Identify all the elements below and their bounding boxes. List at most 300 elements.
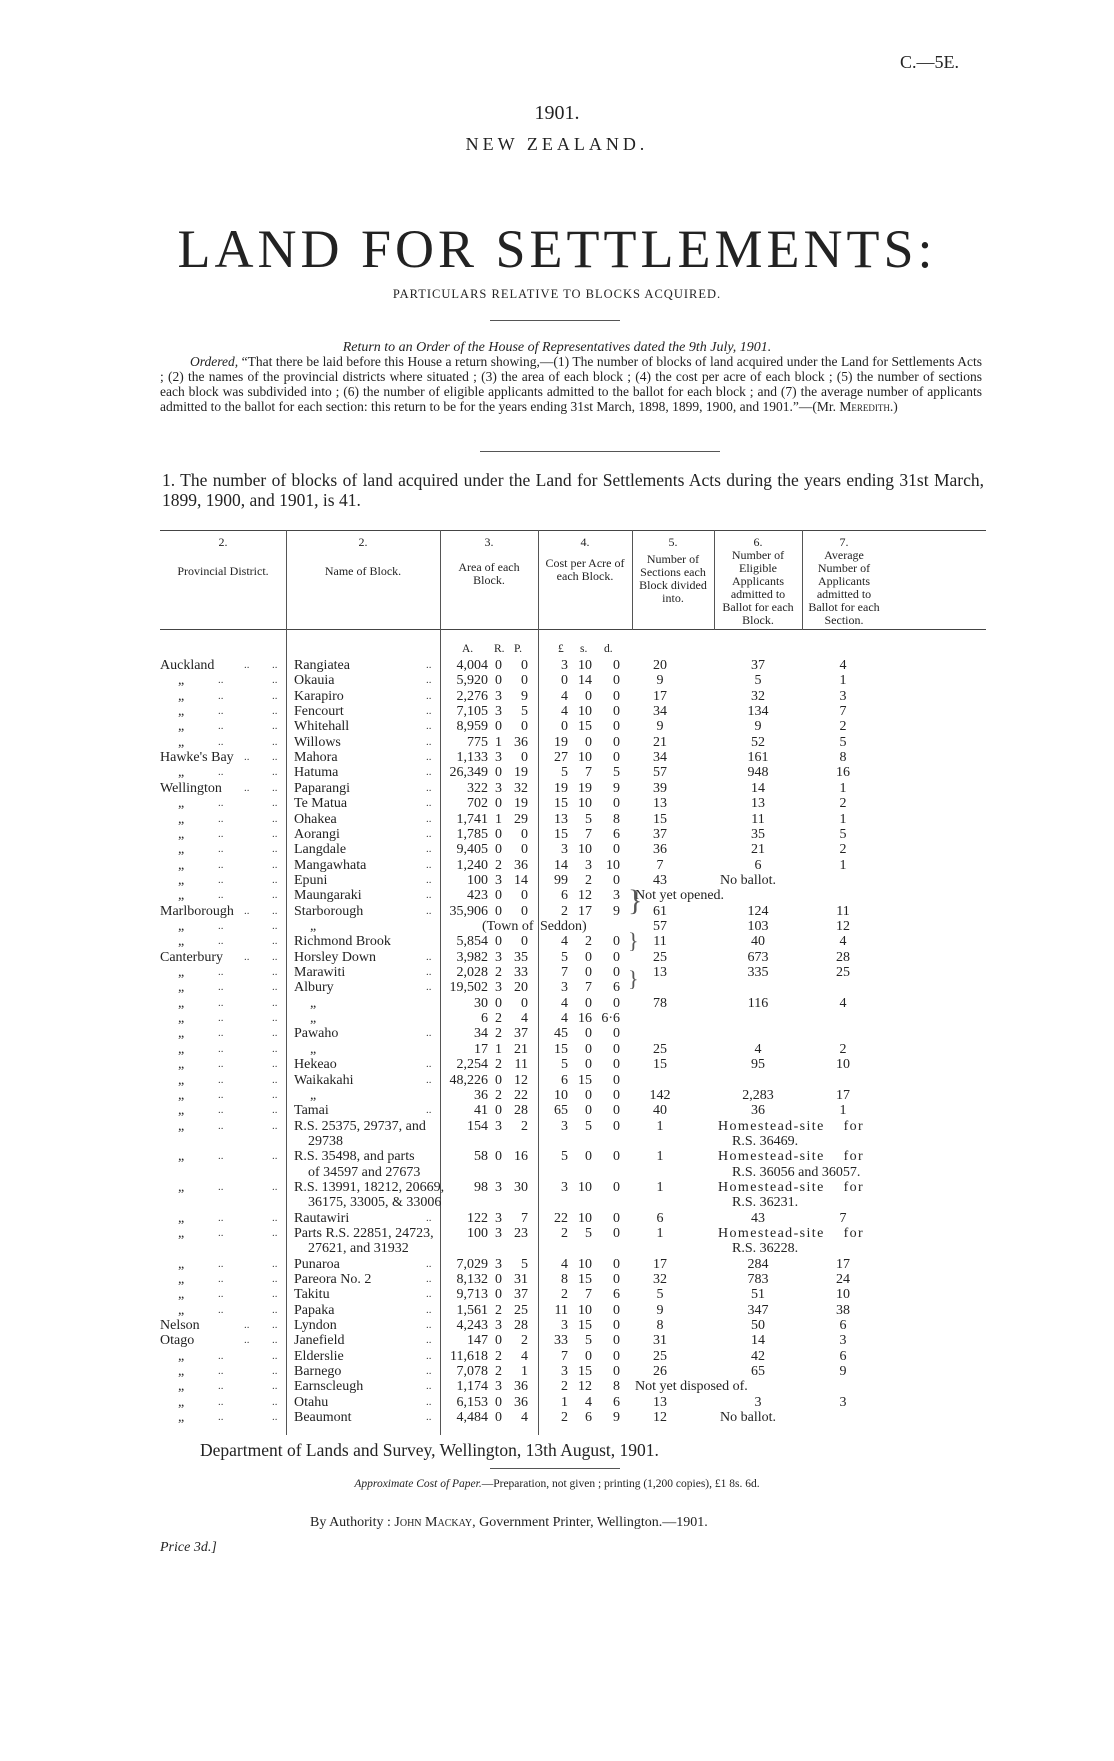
leader-dots: ..	[426, 1073, 432, 1086]
cell-district: „	[178, 734, 185, 750]
cell-average: 11	[836, 903, 850, 919]
cell-roods: 0	[495, 842, 502, 858]
cell-acres: 48,226	[449, 1072, 488, 1088]
cell-sections: 1	[656, 1179, 664, 1195]
leader-dots: ..	[426, 659, 432, 671]
leader-dots: ..	[272, 766, 278, 779]
cell-district: „	[178, 826, 185, 842]
cell-perches: 0	[521, 842, 528, 858]
cell-acres: 35,906	[449, 903, 488, 919]
cell-pounds: 4	[561, 704, 568, 720]
cell-sections: 37	[653, 826, 667, 842]
cell-acres: 7,105	[456, 704, 488, 720]
cell-district: „	[178, 1072, 185, 1088]
cell-district: „	[178, 673, 185, 689]
cell-applicants-note: R.S. 36056 and 36057.	[732, 1164, 861, 1180]
cell-acres: 122	[467, 1210, 488, 1226]
cell-applicants-note: R.S. 36231.	[732, 1195, 799, 1211]
cell-acres: 30	[474, 995, 488, 1011]
cell-sections: 9	[656, 719, 664, 735]
cell-district: „	[178, 1041, 185, 1057]
cell-block: Epuni	[294, 872, 328, 888]
cell-average: 2	[839, 796, 847, 812]
cell-block: Elderslie	[294, 1348, 344, 1364]
cell-roods: 2	[495, 1364, 502, 1380]
cell-district: „	[178, 796, 185, 812]
cell-district: „	[178, 765, 185, 781]
cell-applicants: 36	[751, 1103, 765, 1119]
leader-dots: ..	[244, 781, 250, 794]
cell-roods: 3	[495, 1379, 502, 1395]
cell-roods: 0	[495, 1333, 502, 1349]
cell-pounds: 99	[554, 872, 568, 888]
cell-pence: 0	[613, 658, 620, 673]
cell-pounds: 5	[561, 765, 568, 781]
cell-acres: 6,153	[456, 1394, 488, 1410]
cell-perches: 23	[514, 1225, 528, 1241]
cell-average: 16	[836, 765, 850, 781]
units-row	[160, 642, 986, 657]
cell-acres: 4,243	[456, 1318, 488, 1333]
cell-block: 27621, and 31932	[308, 1241, 409, 1257]
leader-dots: ..	[218, 966, 224, 978]
cell-perches: 19	[514, 765, 528, 781]
cell-average: 8	[839, 750, 847, 766]
cell-sections: 25	[653, 949, 667, 965]
cell-pence: 0	[613, 1179, 620, 1195]
cell-average: 1	[839, 1103, 847, 1119]
cell-block: „	[310, 918, 317, 934]
order-lead: Ordered,	[190, 354, 239, 369]
cell-acres: 1,133	[456, 750, 488, 766]
cell-district: „	[178, 1149, 185, 1165]
cell-applicants: 6	[754, 857, 762, 873]
cell-roods: 3	[495, 688, 502, 704]
cell-block: Willows	[294, 734, 341, 750]
cell-block: Richmond Brook	[294, 934, 391, 950]
leader-dots: ..	[426, 735, 432, 748]
cell-average: 17	[836, 1087, 850, 1103]
cell-district: Wellington	[160, 780, 222, 796]
leader-dots: ..	[218, 1257, 224, 1270]
leader-dots: ..	[272, 797, 278, 810]
leader-dots: ..	[272, 1303, 278, 1316]
cell-applicants: 161	[747, 750, 769, 766]
table-row	[160, 781, 986, 796]
cell-applicants-note: Homestead-site for	[718, 1149, 865, 1165]
cell-acres: 5,920	[456, 673, 488, 689]
table-row	[160, 689, 986, 704]
cell-acres: 322	[467, 780, 488, 796]
cell-district: „	[178, 1225, 185, 1241]
cell-acres: 98	[474, 1179, 488, 1195]
table-row	[160, 1057, 986, 1072]
cell-roods: 0	[495, 1410, 502, 1426]
leader-dots: ..	[218, 981, 224, 994]
cell-pounds: 4	[561, 1256, 568, 1272]
column-rule	[802, 530, 803, 630]
cell-area-note: (Town of	[482, 918, 534, 934]
cell-sections: 15	[653, 1057, 667, 1073]
cell-applicants: 124	[747, 903, 769, 919]
cell-applicants: 50	[751, 1318, 765, 1333]
printer-name: John Mackay	[394, 1515, 473, 1530]
leader-dots: ..	[426, 1319, 432, 1331]
cell-pence: 8	[613, 1379, 620, 1395]
cell-shillings: 10	[578, 1210, 592, 1226]
page-subtitle: PARTICULARS RELATIVE TO BLOCKS ACQUIRED.	[392, 287, 722, 301]
column-header-applicants	[715, 536, 801, 627]
table-row	[160, 1318, 986, 1333]
cost-text: —Preparation, not given ; printing (1,200 copies), £1 8s. 6d.	[481, 1478, 760, 1490]
cell-district: „	[178, 1272, 185, 1287]
leader-dots: ..	[272, 1088, 278, 1101]
leader-dots: ..	[272, 858, 278, 871]
table-row	[160, 704, 986, 719]
cell-district: „	[178, 688, 185, 704]
table-row	[160, 904, 986, 919]
leader-dots: ..	[272, 1012, 278, 1025]
cell-roods: 2	[495, 1026, 502, 1042]
cell-applicants: 3	[754, 1394, 762, 1410]
cell-pounds: 19	[554, 780, 568, 796]
leader-dots: ..	[426, 797, 432, 810]
leader-dots: ..	[426, 1380, 432, 1393]
cell-block: Rautawiri	[294, 1210, 350, 1226]
cell-pence: 6	[613, 1394, 620, 1410]
table-row	[160, 1226, 986, 1241]
cell-pounds: 45	[554, 1026, 568, 1042]
cell-sections: 13	[653, 965, 667, 980]
cell-acres: 4,484	[456, 1410, 488, 1426]
leader-dots: ..	[426, 1288, 432, 1301]
cell-average: 1	[839, 811, 847, 827]
cell-perches: 20	[514, 980, 528, 996]
cell-sections: 43	[653, 872, 667, 888]
cell-sections: 34	[653, 750, 667, 766]
cell-block: Rangiatea	[294, 658, 350, 673]
leader-dots: ..	[272, 1349, 278, 1362]
cell-acres: 9,405	[456, 842, 488, 858]
leader-dots: ..	[426, 1395, 432, 1408]
cell-sections: 40	[653, 1103, 667, 1119]
table-row	[160, 1011, 986, 1026]
cell-average: 5	[839, 734, 847, 750]
cell-applicants-note: Homestead-site for	[718, 1118, 865, 1134]
cell-roods: 3	[495, 1256, 502, 1272]
cell-shillings: 15	[578, 1072, 592, 1088]
cell-applicants: 13	[751, 796, 765, 812]
cell-pence: 0	[613, 1041, 620, 1057]
divider	[480, 451, 720, 452]
table-row	[160, 1364, 986, 1379]
cell-acres: 147	[467, 1333, 488, 1349]
cell-perches: 36	[514, 857, 528, 873]
leader-dots: ..	[218, 889, 224, 902]
cell-acres: 1,785	[456, 826, 488, 842]
cell-sections: 11	[653, 934, 667, 950]
cell-average: 28	[836, 949, 850, 965]
column-number: 5.	[668, 535, 678, 549]
leader-dots: ..	[272, 950, 278, 963]
cell-district: Hawke's Bay	[160, 750, 234, 766]
leader-dots: ..	[426, 1027, 432, 1040]
table-row	[160, 1379, 986, 1394]
cell-pence: 0	[613, 1225, 620, 1241]
cell-block: Pareora No. 2	[294, 1272, 372, 1287]
cell-average: 1	[839, 857, 847, 873]
cost-lead: Approximate Cost of Paper.	[354, 1478, 482, 1490]
cell-roods: 2	[495, 1348, 502, 1364]
table-row	[160, 1165, 986, 1180]
cell-roods: 0	[495, 719, 502, 735]
leader-dots: ..	[426, 1411, 432, 1424]
cell-sections: 1	[656, 1225, 664, 1241]
column-number: 3.	[484, 535, 494, 549]
cell-block: Aorangi	[294, 826, 340, 842]
cell-roods: 3	[495, 750, 502, 766]
cell-shillings: 15	[578, 1364, 592, 1380]
cell-pounds: 11	[554, 1302, 568, 1318]
cell-sections: 13	[653, 796, 667, 812]
cell-roods: 1	[495, 811, 502, 827]
leader-dots: ..	[218, 1411, 224, 1424]
cell-applicants: 948	[747, 765, 769, 781]
cell-acres: 1,240	[456, 857, 488, 873]
cell-shillings: 0	[585, 949, 592, 965]
leader-dots: ..	[218, 1273, 224, 1285]
order-end: .)	[889, 399, 898, 414]
cell-sections: 6	[656, 1210, 664, 1226]
cell-perches: 5	[521, 704, 528, 720]
leader-dots: ..	[426, 689, 432, 702]
leader-dots: ..	[244, 659, 250, 671]
leader-dots: ..	[218, 1395, 224, 1408]
cell-applicants-note: Homestead-site for	[718, 1225, 865, 1241]
cell-perches: 0	[521, 995, 528, 1011]
cell-sections: 142	[649, 1087, 671, 1103]
leader-dots: ..	[426, 781, 432, 794]
cell-acres: 4,004	[456, 658, 488, 673]
cell-perches: 1	[521, 1364, 528, 1380]
leader-dots: ..	[272, 904, 278, 917]
cell-sections: 78	[653, 995, 667, 1011]
cell-average: 2	[839, 719, 847, 735]
cell-acres: 7,078	[456, 1364, 488, 1380]
cell-acres: 8,132	[456, 1272, 488, 1287]
leader-dots: ..	[272, 751, 278, 764]
cell-average: 6	[839, 1318, 847, 1333]
cell-pence: 0	[613, 734, 620, 750]
cell-shillings: 15	[578, 1272, 592, 1287]
cell-block: „	[310, 1041, 317, 1057]
cell-applicants: 673	[747, 949, 769, 965]
cell-acres: 423	[467, 888, 488, 904]
cell-perches: 19	[514, 796, 528, 812]
cell-pence: 0	[613, 688, 620, 704]
cell-applicants: 37	[751, 658, 765, 673]
cell-pence: 0	[613, 719, 620, 735]
leader-dots: ..	[218, 1349, 224, 1362]
leader-dots: ..	[272, 1180, 278, 1193]
cell-shillings: 10	[578, 658, 592, 673]
cell-applicants: 42	[751, 1348, 765, 1364]
bracket: }	[628, 884, 643, 917]
cell-pounds: 2	[561, 903, 568, 919]
cell-district: Canterbury	[160, 949, 223, 965]
cell-roods: 0	[495, 1149, 502, 1165]
cell-block: Albury	[294, 980, 334, 996]
cell-acres: 1,741	[456, 811, 488, 827]
cell-shillings: 15	[578, 1318, 592, 1333]
cell-applicants-note: R.S. 36469.	[732, 1133, 799, 1149]
leader-dots: ..	[218, 1012, 224, 1025]
column-number: 7.	[839, 535, 849, 549]
leader-dots: ..	[272, 827, 278, 840]
cell-applicants: 65	[751, 1364, 765, 1380]
cell-district: Otago	[160, 1333, 195, 1349]
cell-acres: 100	[467, 872, 488, 888]
cell-shillings: 0	[585, 688, 592, 704]
cell-roods: 0	[495, 934, 502, 950]
column-rule	[632, 530, 633, 630]
leader-dots: ..	[244, 1319, 250, 1331]
leader-dots: ..	[272, 674, 278, 687]
leader-dots: ..	[272, 1211, 278, 1224]
cell-pounds: 7	[561, 1348, 568, 1364]
cell-pounds: 1	[561, 1394, 568, 1410]
table-row	[160, 950, 986, 965]
cell-pence: 0	[613, 1072, 620, 1088]
department-line: Department of Lands and Survey, Wellington, 13th August, 1901.	[200, 1440, 659, 1460]
leader-dots: ..	[218, 1104, 224, 1117]
cell-sections: 7	[656, 857, 664, 873]
cell-block: Horsley Down	[294, 949, 377, 965]
cell-roods: 2	[495, 1011, 502, 1027]
leader-dots: ..	[272, 1027, 278, 1040]
cell-roods: 0	[495, 1103, 502, 1119]
leader-dots: ..	[218, 1211, 224, 1224]
cell-district: „	[178, 1364, 185, 1380]
cell-pounds: 2	[561, 1379, 568, 1395]
leader-dots: ..	[426, 966, 432, 978]
price-label: Price 3d.]	[160, 1540, 217, 1555]
leader-dots: ..	[426, 1211, 432, 1224]
cell-pounds: 3	[561, 1179, 568, 1195]
cell-district: Nelson	[160, 1318, 200, 1333]
cell-sections: 17	[653, 688, 667, 704]
bracket: }	[628, 928, 639, 953]
cell-perches: 35	[514, 949, 528, 965]
cell-average: 6	[839, 1348, 847, 1364]
cell-sections: 57	[653, 918, 667, 934]
cell-district: „	[178, 934, 185, 950]
cell-pence: 9	[613, 1410, 620, 1426]
cell-perches: 28	[514, 1318, 528, 1333]
cell-roods: 3	[495, 704, 502, 720]
cell-pounds: 3	[561, 980, 568, 996]
leader-dots: ..	[272, 1073, 278, 1086]
cell-perches: 21	[514, 1041, 528, 1057]
table-row	[160, 1257, 986, 1272]
cell-perches: 14	[514, 872, 528, 888]
cell-applicants-note: Homestead-site for	[718, 1179, 865, 1195]
leader-dots: ..	[218, 1226, 224, 1239]
table-row	[160, 1333, 986, 1348]
cell-pounds: 4	[561, 1011, 568, 1027]
cell-pounds: 33	[554, 1333, 568, 1349]
cell-shillings: 0	[585, 1041, 592, 1057]
cell-shillings: 14	[578, 673, 592, 689]
cell-pence: 6	[613, 826, 620, 842]
cell-pounds: 6	[561, 888, 568, 904]
cell-district: „	[178, 965, 185, 980]
cell-acres: 34	[474, 1026, 488, 1042]
cell-roods: 0	[495, 796, 502, 812]
authority-end: , Government Printer, Wellington.—1901.	[472, 1515, 708, 1530]
leader-dots: ..	[272, 1365, 278, 1378]
cell-pence: 0	[613, 1364, 620, 1380]
cell-applicants: 95	[751, 1057, 765, 1073]
cell-pence: 0	[613, 1333, 620, 1349]
cell-applicants: 134	[747, 704, 769, 720]
leader-dots: ..	[272, 735, 278, 748]
table-row	[160, 673, 986, 688]
column-header-district	[160, 536, 286, 578]
leader-dots: ..	[426, 1058, 432, 1071]
table-row	[160, 1119, 986, 1134]
cell-shillings: 12	[578, 888, 592, 904]
divider	[490, 1468, 620, 1469]
cell-acres: 58	[474, 1149, 488, 1165]
cell-block: Hatuma	[294, 765, 339, 781]
table-row	[160, 1149, 986, 1164]
cell-district: „	[178, 918, 185, 934]
leader-dots: ..	[426, 766, 432, 779]
cell-block: Pawaho	[294, 1026, 339, 1042]
leader-dots: ..	[272, 1257, 278, 1270]
cell-district: „	[178, 811, 185, 827]
cell-district: „	[178, 1103, 185, 1119]
cell-acres: 775	[467, 734, 488, 750]
leader-dots: ..	[426, 674, 432, 687]
cell-perches: 0	[521, 719, 528, 735]
paper-cost-line	[0, 1478, 1114, 1490]
cell-roods: 0	[495, 1287, 502, 1303]
leader-dots: ..	[272, 966, 278, 978]
cell-roods: 0	[495, 1272, 502, 1287]
cell-pence: 0	[613, 1210, 620, 1226]
cell-average: 7	[839, 1210, 847, 1226]
cell-perches: 33	[514, 965, 528, 980]
authority-lead: By Authority :	[310, 1515, 391, 1530]
cell-shillings: 6	[585, 1410, 592, 1426]
cell-district: „	[178, 842, 185, 858]
table-row	[160, 1026, 986, 1041]
leader-dots: ..	[272, 1119, 278, 1132]
cell-acres: 6	[481, 1011, 488, 1027]
leader-dots: ..	[272, 935, 278, 948]
cell-acres: 41	[474, 1103, 488, 1119]
leader-dots: ..	[272, 1104, 278, 1117]
cell-acres: 1,174	[456, 1379, 488, 1395]
cell-shillings: 5	[585, 1118, 592, 1134]
leader-dots: ..	[272, 720, 278, 733]
cell-average: 3	[839, 688, 847, 704]
cell-roods: 0	[495, 995, 502, 1011]
column-label: Number of Sections each Block divided into.	[639, 552, 707, 605]
leader-dots: ..	[218, 1119, 224, 1132]
